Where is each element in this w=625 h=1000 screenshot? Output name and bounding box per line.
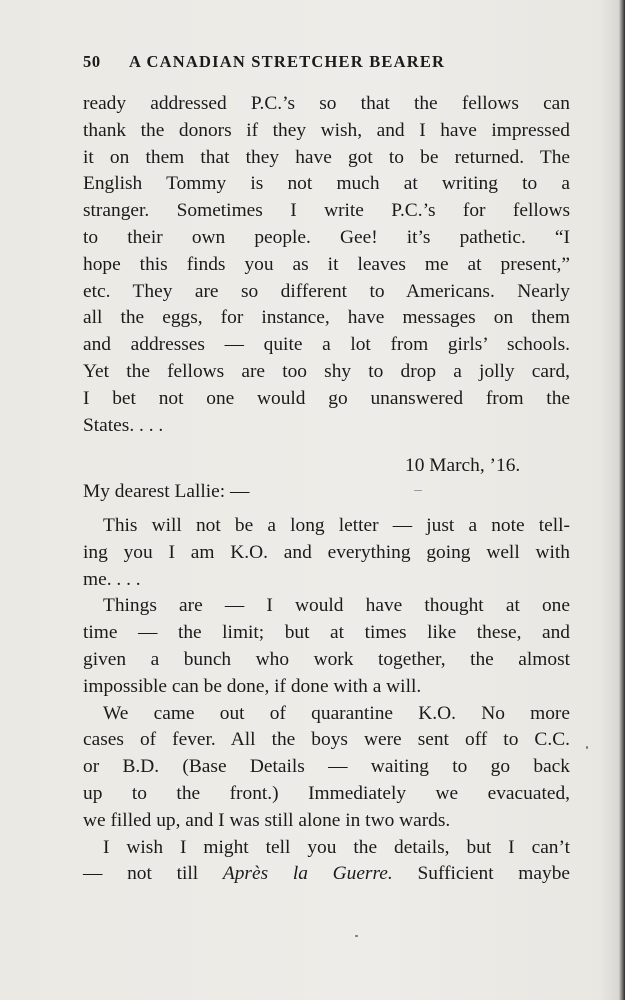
text-segment: — not till bbox=[83, 863, 223, 885]
text-line: to their own people. Gee! it’s pathetic. “I bbox=[83, 226, 570, 248]
text-line: I wish I might tell you the details, but I can’t bbox=[103, 836, 570, 858]
letter-salutation: My dearest Lallie: — bbox=[83, 481, 250, 502]
paper-speck bbox=[355, 935, 358, 937]
paper-speck bbox=[586, 746, 588, 749]
text-line: cases of fever. All the boys were sent off to C.C. bbox=[83, 729, 570, 751]
text-line: up to the front.) Immediately we evacuated, bbox=[83, 782, 570, 804]
text-segment: Sufficient maybe bbox=[392, 863, 570, 885]
running-title: A CANADIAN STRETCHER BEARER bbox=[129, 52, 446, 71]
italic-phrase: Après la Guerre. bbox=[222, 863, 393, 885]
letter-body bbox=[83, 513, 570, 888]
text-line: impossible can be done, if done with a will. bbox=[83, 675, 422, 697]
text-line: ing you I am K.O. and everything going well with bbox=[83, 541, 570, 563]
paragraph-1 bbox=[83, 91, 570, 439]
page-number: 50 bbox=[83, 52, 101, 71]
text-line: States. . . . bbox=[83, 414, 164, 436]
text-line: Yet the fellows are too shy to drop a jolly card, bbox=[83, 360, 570, 382]
text-line: etc. They are so different to Americans. Nearly bbox=[83, 280, 570, 302]
text-line: ready addressed P.C.’s so that the fellows can bbox=[83, 93, 570, 114]
text-line: stranger. Sometimes I write P.C.’s for fellows bbox=[83, 200, 570, 222]
text-line: given a bunch who work together, the almost bbox=[83, 648, 570, 670]
text-line: This will not be a long letter — just a note tell- bbox=[103, 515, 570, 536]
text-line: I bet not one would go unanswered from the bbox=[83, 387, 570, 409]
text-line bbox=[83, 861, 570, 888]
paper-speck bbox=[414, 490, 422, 491]
text-line: thank the donors if they wish, and I have impressed bbox=[83, 119, 570, 141]
text-line: Things are — I would have thought at one bbox=[103, 595, 570, 617]
text-line: and addresses — quite a lot from girls’ schools. bbox=[83, 334, 570, 356]
letter-date: 10 March, ’16. bbox=[405, 455, 521, 476]
text-line: we filled up, and I was still alone in two wards. bbox=[83, 809, 451, 831]
text-line: hope this finds you as it leaves me at present,” bbox=[83, 253, 570, 275]
text-line: We came out of quarantine K.O. No more bbox=[103, 702, 570, 724]
text-line: or B.D. (Base Details — waiting to go back bbox=[83, 756, 570, 778]
text-line: me. . . . bbox=[83, 568, 141, 590]
text-line: all the eggs, for instance, have messages on them bbox=[83, 307, 570, 329]
running-header bbox=[83, 52, 513, 72]
text-line: time — the limit; but at times like these, and bbox=[83, 622, 570, 644]
text-line: English Tommy is not much at writing to a bbox=[83, 173, 570, 195]
text-line: it on them that they have got to be returned. The bbox=[83, 146, 570, 168]
